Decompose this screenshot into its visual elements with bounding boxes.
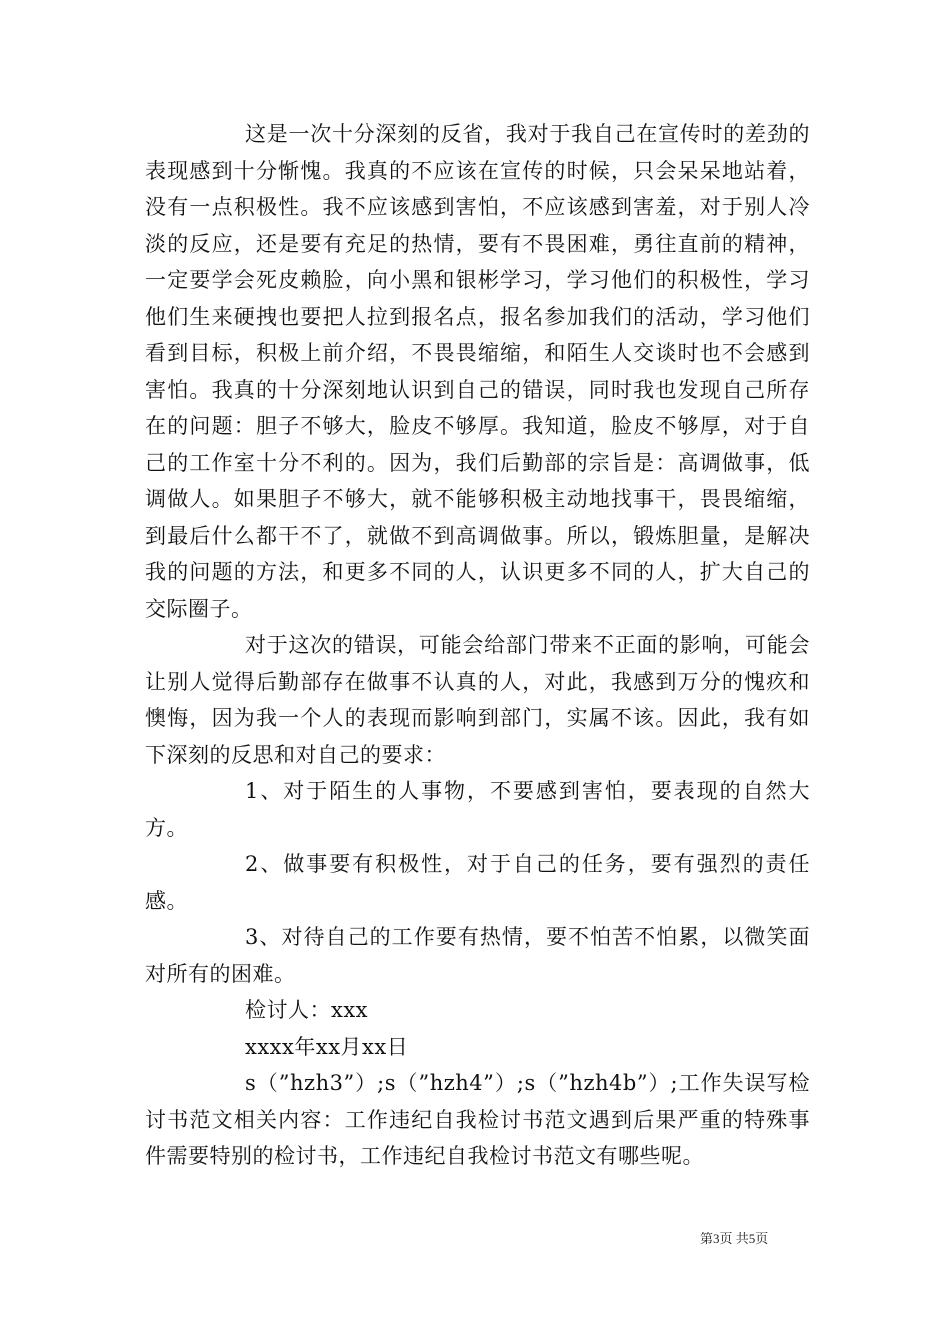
- list-item-requirement-1: 1、对于陌生的人事物，不要感到害怕，要表现的自然大方。: [145, 779, 810, 840]
- related-content-paragraph: s（”hzh3”）;s（”hzh4”）;s（”hzh4b”）;工作失误写检讨书范文相关内容：工作违纪自我检讨书范文遇到后果严重的特殊事件需要特别的检讨书，工作违纪自我检讨书范文有哪些呢。: [145, 1071, 810, 1168]
- page-number-footer: 第3页 共5页: [700, 1231, 769, 1246]
- list-item-requirement-3: 3、对待自己的工作要有热情，要不怕苦不怕累，以微笑面对所有的困难。: [145, 925, 810, 986]
- signature-date: xxxx年xx月xx日: [245, 1034, 409, 1059]
- document-body: [145, 116, 810, 1175]
- paragraph-consequence: 对于这次的错误，可能会给部门带来不正面的影响，可能会让别人觉得后勤部存在做事不认真的人，对此，我感到万分的愧疚和懊悔，因为我一个人的表现而影响到部门，实属不该。因此，我有如下深刻的反思和对自己的要求：: [145, 633, 810, 767]
- list-item-requirement-2: 2、做事要有积极性，对于自己的任务，要有强烈的责任感。: [145, 852, 810, 913]
- paragraph-reflection: 这是一次十分深刻的反省，我对于我自己在宣传时的差劲的表现感到十分惭愧。我真的不应该在宣传的时候，只会呆呆地站着，没有一点积极性。我不应该感到害怕，不应该感到害羞，对于别人冷淡的反应，还是要有充足的热情，要有不畏困难，勇往直前的精神，一定要学会死皮赖脸，向小黑和银彬学习，学习他们的积极性，学习他们生来硬拽也要把人拉到报名点，报名参加我们的活动，学习他们看到目标，积极上前介绍，不畏畏缩缩，和陌生人交谈时也不会感到害怕。我真的十分深刻地认识到自己的错误，同时我也发现自己所存在的问题：胆子不够大，脸皮不够厚。我知道，脸皮不够厚，对于自己的工作室十分不利的。因为，我们后勤部的宗旨是：高调做事，低调做人。如果胆子不够大，就不能够积极主动地找事干，畏畏缩缩，到最后什么都干不了，就做不到高调做事。所以，锻炼胆量，是解决我的问题的方法，和更多不同的人，认识更多不同的人，扩大自己的交际圈子。: [145, 122, 810, 621]
- signature-name: 检讨人：xxx: [245, 998, 369, 1022]
